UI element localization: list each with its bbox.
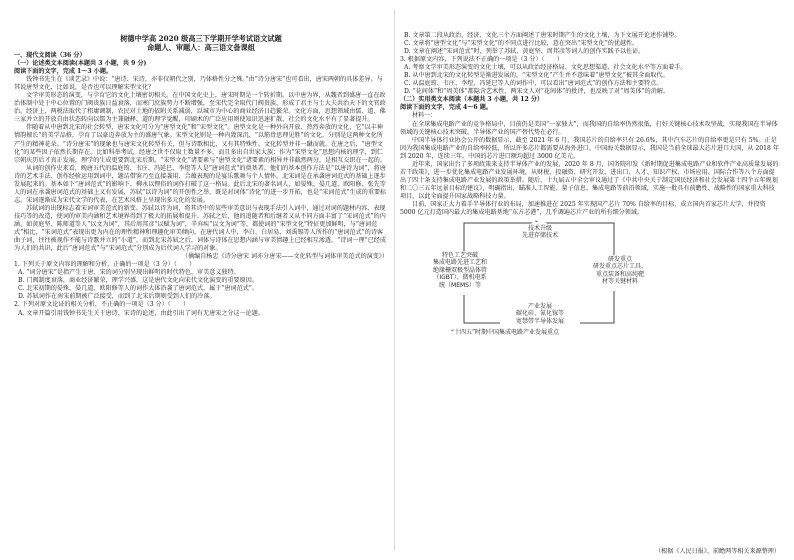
question-3-stem: 3. 根据原文内容，下列说法不正确的一项是（3 分）（ ） xyxy=(400,56,563,64)
q3-option-b: B. 从中唐到北宋的文化转型是渐进发展的，“宋型文化”产生并不意味着“唐型文化”被其全面取代。 xyxy=(404,72,669,80)
question-2-stem: 2. 下列对原文论证的相关分析，不正确的一项是（3 分）（ ） xyxy=(14,301,190,309)
question-1-stem: 1. 下列关于原文内容的理解和分析，正确的一项是（3 分）（ ） xyxy=(14,261,196,269)
article-paragraph: 文学审美形态的演变，与孕育它的文化土壤密切相关。在中国文化史上，唐宋时期是一个转折期。以中唐为界，从魏晋到盛唐一直在政治体制中处于中心位置的门阀贵族日益衰落，而寒门庶族势力不断增强，至宋代完全取代门阀贵族，形成了君主与士大夫共治天下的文官政治。经济上，两税法取代了租庸调制，农民对土地的依附关系减弱，以城市为中心的商业经济日趋繁荣。文化方面，思想领域由儒、道、佛三家并立的开放自由状态转向以儒为主兼融释、道的理学觉醒，印刷术的广泛应用则使知识迅速扩散，社会的文化水平有了显著提升。 xyxy=(14,92,386,124)
reading-instruction: 阅读下面的文字，完成 1～3 小题。 xyxy=(14,68,113,76)
q1-option-a: A. “词分唐宋”是指产生于唐、宋的词分别呈现出鲜明的时代特色，审美意义独特。 xyxy=(18,269,240,277)
article-paragraph: 钱钟书先生在《谈艺录》中说：“唐诗、宋诗，亦非仅朝代之别，乃体格性分之殊。”由“诗分唐宋”也可看出，唐宋两朝的具体差异。与其说唐型文化，比如说，是否也可以理解宋型文化？ xyxy=(14,76,383,92)
subsection-2-heading: （二）实用类文本阅读（本题共 3 小题，共 12 分） xyxy=(400,96,544,104)
q2-option-d: D. 文章在阐述“宋词范式”时，列举了苏轼、黄庭坚、周邦彦等词人的创作实践予以佐证。 xyxy=(404,48,645,56)
column-divider xyxy=(394,10,395,550)
reading-instruction-2: 阅读下面的文字，完成 4～6 题。 xyxy=(400,104,492,112)
q2-option-b: B. 文章第二段从政治、经济、文化三个方面阐述了唐宋时期产生的文化土壤，为下文展开论述作铺垫。 xyxy=(404,32,681,39)
article-paragraph: 苏轼词的出现标志着宋词审美范式的新变。苏轼以诗为词，将其诗中的某些审美意识与表现手法引入词中，通过对词的题材内容、表现技巧等的改造，使词的审美内涵和艺术境界得到了极大的拓展和提升。苏轼之后，他的追随者和后继者又从不同方面丰富了“宋词范式”的内涵。如黄庭坚、陈师道等人“以文为词”，其后周邦彦“以赋为词”，辛弃疾“以文为词”等，都使词的“宋型文化”特征更加鲜明，与“唐词范式”相比，“宋词范式”表现出更为内在的理性精神和理趣化审美倾向。在唐代词人中，李白、白居易、刘禹锡等人所作的“唐词范式”的诗客曲子词，往往被视作不能与诗歌并立的“小道”，而到北宋苏轼之后，词体与诗体在思想内涵与审美情趣上已经相互渗透，“诗词一理”已经成为人们的共识，此后“唐词范式”与“宋词范式”分别成为后代词人学习的对象。 xyxy=(14,204,386,253)
material-paragraph: 目前，国家正大力着手半导体行业的布局，加速推进在 2025 年实现国产芯片 70% 自给率的目标，成立国内首家芯片大学，并投资 5000 亿元打造国内最大的集成电路基地“东方芯港”，几乎调遍芯片产业的所有细分领域。 xyxy=(400,200,766,217)
material-paragraph: 近年来，国家出台了多项政策来支持半导体产业的发展，2020 年 8 月，国务院印发《新时期促进集成电路产业和软件产业高质量发展的若干政策》，进一步优化集成电路产业发展环境，从财税、投融资、研究开发、进出口、人才、知识产权、市场应用、国际合作等八个方面提出了四十条支持集成电路产业发展的政策举措。随后，十九届五中全会审议通过了《中共中央关于制定国民经济和社会发展第十四个五年规划和二〇三五年远景目标的建议》，明确指出，瞄准人工智能、量子信息、集成电路等前沿领域，实施一批具有前瞻性、战略性的国家重大科技项目，以此全面提升国家战略科技力量。 xyxy=(400,160,779,200)
q2-option-c: C. 文章将“唐型文化”与“宋型文化”的不同点进行比较，意在突出“宋型文化”的优越性。 xyxy=(404,40,639,48)
top-spacer xyxy=(400,0,780,32)
diagram-left-box: 特色工艺突破 集成电路先进工艺和 绝缘栅双极型晶体管 （IGBT）、微机电系 统（MEMS）等 xyxy=(432,252,487,289)
diagram-right-box: 研发重点 研发重点芯片工具、 重点装备和高纯靶 材等关键材料 xyxy=(592,256,647,286)
q2-option-a: A. 文章开篇引用钱钟书先生关于唐诗、宋诗的论述，由此引出了词有无唐宋之分这一论题。 xyxy=(18,309,264,317)
q3-option-a: A. 考察文学审美形态演变的文化土壤，可以从政治经济格局、文化思想渠道、社会文化水平等方面着手。 xyxy=(404,64,687,72)
article-paragraph: 从词的创作史来看，晚唐五代的温庭筠、韦庄、冯延巳、李煜等人是“唐词范式”的奠基者。他们的基本创作方法是“以唐诗为词”，将唐诗的艺术手法、创作经验运用到词中，题诘借鉴乃至直接袭用，合蕴表现的是宴乐歌舞与个人情怀。北宋词是在承袭唐词范式的基础上逐步发展起来的。基本如下“唐词范式”的影响下，柳永以俚俗的词作打破了这一格局。此后北宋的著名词人，如晏殊、晏几道、欧阳修、张先等人的词在承袭唐词范式的基础上又有发展，苏轼“以诗为词”的开创性之举，既是对词体“诗化”的进一步开拓，也是“宋词范式”生成的重要标志。宋词逐渐成为宋代文学的代表，在艺术风格上呈现出多元化的发展。 xyxy=(14,164,387,204)
diagram-center-title: 技术升级 先进存储技术 xyxy=(521,225,558,240)
industry-focus-diagram xyxy=(400,219,780,339)
q3-option-c: C. 从温庭筠、韦庄、李煜、冯延巳等人的词作中，可以看出“唐词范式”的创作方法和主要特点。 xyxy=(404,80,663,88)
material-paragraph: 中国半导体行业协会公开的数据显示，截至 2021 年 6 月，我国芯片的自给率只有 26.6%，其中汽车芯片的自给率更是只有 5%。正是因为我国集成电路产业的自给率较低，所以许多芯片都需要从海外进口。中国海关数据显示，我国是当前全球最大芯片进口大国，从 2018 年到 2020 年，连续三年，中国的芯片进口额均超过 3000 亿美元。 xyxy=(400,136,779,160)
exam-authors: 命题人、审题人：高三语文备课组 xyxy=(147,43,255,52)
left-column xyxy=(14,0,388,560)
material-label: 材料一： xyxy=(412,112,437,120)
article-paragraph: 伴随着从中唐到北宋的社会转型，唐宋文化可分为“唐型文化”和“宋型文化”。唐型文化是一种外向开放、热烈奔放的文化，它“以丰神情韵擅长”的美学品格，孕育了以豪迈奔放为主的盛唐气象。宋型文化则是一种内敛深沉、“以筋骨思理见胜”的文化，分别是这两种文化所产生的精神花朵。“诗分唐宋”的现象也与唐宋文化转型有关，但与诗歌相比，又有其特殊性。文化转型并非一蹴而就。在唐之后，“唐型文化”的某些因子依然长期存在。比如科举考试，经唐之世不仅取士数量不多，而且多出自世家大族；作为“宋型文化”思想内核的理学，到仁宗朝庆历后才真正发展，理学的生成更要到北宋后期。“宋型文化”诸要素与“唐型文化”诸要素的相异并非截然两分，是相互交织在一起的。 xyxy=(14,124,386,164)
material-paragraph: 在全球集成电路产业的竞争格局中，目前仍是美国“一家独大”，而我国的自给率仍然很低，打好关键核心技术攻坚战，实现我国在半导体领域的关键核心技术突破，半导体产业的国产替代势在必行。 xyxy=(400,120,778,136)
diagram-bottom-box: 产业发展 碳化硅、氮化镓等 宽禁带半导体发展 xyxy=(515,303,564,325)
diagram-caption: “十四五”时期中国集成电路产业发展重点 xyxy=(450,329,560,337)
q3-option-d: D. “花间体”和“周美体”都隐含艺术性，两宋文人对“花间体”的批评，也反映了对“周美体”的消解。 xyxy=(404,88,670,96)
q1-option-d: D. 苏轼词作在南宋前期被广泛接受，而到了北宋后期则受到人们的冷落。 xyxy=(18,293,216,301)
q1-option-c: C. 北宋初期的晏殊、晏几道、欧阳修等人的词作大体沿袭了唐词范式，属于“唐词范式”。 xyxy=(18,285,259,293)
section-heading: 一、现代文阅读（36 分） xyxy=(14,52,86,59)
subsection-heading: （一）论述类文本阅读(本题共 3 小题，共 9 分) xyxy=(14,60,147,68)
q1-option-b: B. 门阀制度衰落，商业经济繁荣，理学兴盛，这是唐代文化向宋代文化演变的重要原因。 xyxy=(18,277,258,285)
article-source: （摘编自杨忠《诗分唐宋 词亦分唐宋——文化转型与词体审美范式的演变》） xyxy=(181,253,388,261)
material-source: （根据《人民日报》、前瞻网等相关来源整理） xyxy=(655,548,780,555)
exam-title: 树德中学高 2020 级高三下学期开学考试语文试题 xyxy=(120,34,282,43)
right-column xyxy=(400,0,780,560)
